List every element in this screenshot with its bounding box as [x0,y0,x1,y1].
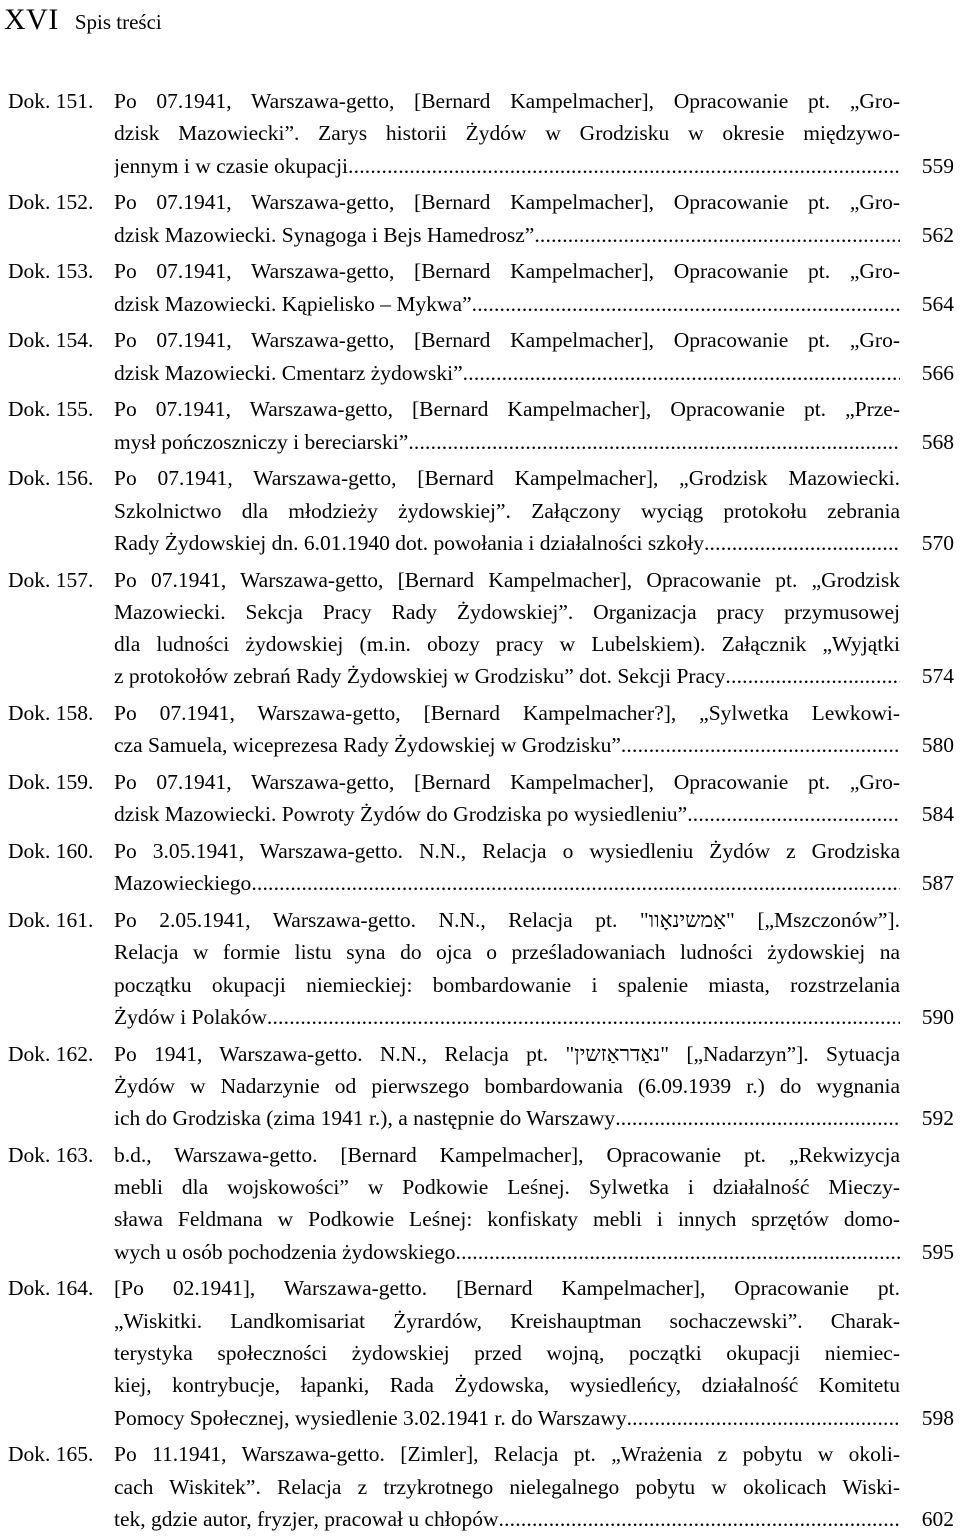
page-header [4,0,162,40]
description-last-line [114,1102,900,1134]
description-line: Po 3.05.1941, Warszawa-getto. N.N., Relacja o wysiedleniu Żydów z Grodziska [114,839,900,864]
description-line: Po 07.1941, Warszawa-getto, [Bernard Kampelmacher], Opracowanie pt. „Grodzisk [114,567,900,592]
page-reference: 598 [921,1405,954,1430]
toc-entry [8,255,954,320]
entry-body [114,1438,954,1535]
description-line: początku okupacji niemieckiej: bombardowanie i spalenie miasta, rozstrzelania [114,972,900,997]
dot-leader [408,426,900,458]
toc-entry [8,1038,954,1135]
page-reference: 564 [921,291,954,316]
entry-body [114,835,954,900]
entry-description [114,697,900,762]
description-last-text: jennym i w czasie okupacji [114,153,349,178]
document-number: Dok. 151. [8,89,94,113]
description-last-text: Żydów i Polaków [114,1004,267,1029]
dot-leader [463,357,900,389]
description-last-text: wych u osób pochodzenia żydowskiego [114,1239,456,1264]
dot-leader [725,660,900,692]
entry-body [114,85,954,182]
entry-description [114,1438,900,1535]
description-line: b.d., Warszawa-getto. [Bernard Kampelmacher], Opracowanie pt. „Rekwizycja [114,1142,900,1167]
entry-body [114,904,954,1033]
dot-leader [615,1102,900,1134]
description-line: Po 07.1941, Warszawa-getto, [Bernard Kampelmacher?], „Sylwetka Lewkowi- [114,701,900,726]
document-number: Dok. 159. [8,770,94,795]
document-number: Dok. 163. [8,1142,94,1167]
description-line: dla ludności żydowskiej (m.in. obozy pracy w Lubelskiem). Załącznik „Wyjątki [114,632,900,657]
description-line: Relacja w formie listu syna do ojca o prześladowaniach ludności żydowskiej na [114,940,900,965]
entry-body [114,1038,954,1135]
toc-entry [8,835,954,900]
entry-description [114,1272,900,1433]
description-last-line [114,660,900,692]
entry-description [114,564,900,693]
dot-leader [627,1402,900,1434]
document-number: Dok. 165. [8,1442,94,1467]
dot-leader [472,288,900,320]
description-line: cach Wiskitek”. Relacja z trzykrotnego nielegalnego pobytu w okolicach Wiski- [114,1474,900,1499]
entry-body [114,393,954,458]
description-line: [Po 02.1941], Warszawa-getto. [Bernard Kampelmacher], Opracowanie pt. [114,1276,900,1301]
description-line: terystyka społeczności żydowskiej przed wojną, początki okupacji niemiec- [114,1341,900,1366]
description-last-line [114,357,900,389]
description-line: Po 11.1941, Warszawa-getto. [Zimler], Relacja pt. „Wrażenia z pobytu w okoli- [114,1442,900,1467]
page-reference: 570 [921,530,954,555]
toc-entry [8,324,954,389]
toc-entry [8,697,954,762]
toc-entry [8,186,954,251]
entry-description [114,462,900,559]
description-line: Mazowiecki. Sekcja Pracy Rady Żydowskiej”. Organizacja pracy przymusowej [114,599,900,624]
page-reference: 566 [921,360,954,385]
description-last-text: z protokołów zebrań Rady Żydowskiej w Grodzisku” dot. Sekcji Pracy [114,664,726,689]
description-line: Po 07.1941, Warszawa-getto, [Bernard Kampelmacher], Opracowanie pt. „Gro- [114,259,900,284]
description-last-line [114,1001,900,1033]
entry-body [114,766,954,831]
description-last-text: tek, gdzie autor, fryzjer, pracował u chłopów [114,1506,499,1531]
description-last-line [114,288,900,320]
entry-description [114,186,900,251]
description-line: sława Feldmana w Podkowie Leśnej: konfiskaty mebli i innych sprzętów domo- [114,1207,900,1232]
entry-body [114,1272,954,1433]
description-line: Po 07.1941, Warszawa-getto, [Bernard Kampelmacher], Opracowanie pt. „Gro- [114,89,900,113]
toc-entry [8,85,954,182]
toc-entry [8,1139,954,1268]
document-number: Dok. 155. [8,397,94,422]
table-of-contents [8,85,954,1540]
entry-body [114,462,954,559]
description-line: Szkolnictwo dla młodzieży żydowskiej”. Załączony wyciąg protokołu zebrania [114,498,900,523]
document-number: Dok. 164. [8,1276,94,1301]
dot-leader [251,867,900,899]
running-title: Spis treści [74,10,162,34]
description-last-text: mysł pończoszniczy i bereciarski” [114,429,409,454]
page-reference: 584 [921,802,954,827]
entry-description [114,324,900,389]
description-last-line [114,729,900,761]
description-last-text: cza Samuela, wiceprezesa Rady Żydowskiej w Grodzisku” [114,733,621,758]
document-number: Dok. 156. [8,466,94,491]
page-reference: 568 [921,429,954,454]
page-reference: 574 [921,664,954,689]
dot-leader [704,527,900,559]
dot-leader [621,729,900,761]
page-reference: 559 [921,153,954,178]
entry-description [114,766,900,831]
document-number: Dok. 162. [8,1041,94,1066]
description-line: dzisk Mazowiecki”. Zarys historii Żydów w Grodzisku w okresie międzywo- [114,121,900,146]
entry-body [114,324,954,389]
entry-body [114,1139,954,1268]
description-line: Po 2.05.1941, Warszawa-getto. N.N., Relacja pt. "אַמשינאָוו" [„Mszczonów”]. [114,908,900,933]
description-last-line [114,798,900,830]
document-number: Dok. 152. [8,190,94,215]
toc-entry [8,462,954,559]
description-last-line [114,219,900,251]
description-line: kiej, kontrybucje, łapanki, Rada Żydowska, wysiedleńcy, działalność Komitetu [114,1373,900,1398]
toc-entry [8,766,954,831]
description-last-line [114,150,900,182]
description-last-line [114,1236,900,1268]
page-reference: 602 [921,1506,954,1531]
document-number: Dok. 157. [8,567,94,592]
description-line: Po 07.1941, Warszawa-getto, [Bernard Kampelmacher], Opracowanie pt. „Prze- [114,397,900,422]
dot-leader [534,219,900,251]
dot-leader [267,1001,900,1033]
page-reference: 590 [921,1004,954,1029]
dot-leader [687,798,900,830]
entry-description [114,85,900,182]
page-reference: 595 [921,1239,954,1264]
description-last-text: dzisk Mazowiecki. Synagoga i Bejs Hamedrosz” [114,222,535,247]
description-last-line [114,1503,900,1535]
page-reference: 562 [921,222,954,247]
description-last-line [114,1402,900,1434]
entry-body [114,186,954,251]
description-last-text: Mazowieckiego [114,871,252,896]
description-last-text: dzisk Mazowiecki. Powroty Żydów do Grodziska po wysiedleniu” [114,802,688,827]
description-last-text: dzisk Mazowiecki. Kąpielisko – Mykwa” [114,291,472,316]
entry-description [114,904,900,1033]
description-last-line [114,867,900,899]
entry-body [114,697,954,762]
description-line: Po 1941, Warszawa-getto. N.N., Relacja pt. "נאַדראַזשין" [„Nadarzyn”]. Sytuacja [114,1041,900,1066]
page-reference: 587 [921,871,954,896]
description-line: Po 07.1941, Warszawa-getto, [Bernard Kampelmacher], Opracowanie pt. „Gro- [114,770,900,795]
description-last-text: ich do Grodziska (zima 1941 r.), a następnie do Warszawy [114,1106,616,1131]
document-number: Dok. 158. [8,701,94,726]
description-line: Po 07.1941, Warszawa-getto, [Bernard Kampelmacher], „Grodzisk Mazowiecki. [114,466,900,491]
description-last-line [114,426,900,458]
entry-description [114,835,900,900]
description-last-text: Pomocy Społecznej, wysiedlenie 3.02.1941 r. do Warszawy [114,1405,627,1430]
page-reference: 592 [921,1106,954,1131]
dot-leader [348,150,900,182]
description-last-text: dzisk Mazowiecki. Cmentarz żydowski” [114,360,463,385]
entry-description [114,1038,900,1135]
description-last-line [114,527,900,559]
description-line: Po 07.1941, Warszawa-getto, [Bernard Kampelmacher], Opracowanie pt. „Gro- [114,328,900,353]
toc-entry [8,393,954,458]
description-line: „Wiskitki. Landkomisariat Żyrardów, Kreishauptman sochaczewski”. Charak- [114,1308,900,1333]
document-number: Dok. 160. [8,839,94,864]
toc-entry [8,904,954,1033]
toc-entry [8,1272,954,1433]
toc-entry [8,564,954,693]
document-number: Dok. 154. [8,328,94,353]
toc-entry [8,1438,954,1535]
dot-leader [456,1236,900,1268]
entry-body [114,255,954,320]
entry-description [114,393,900,458]
description-line: Żydów w Nadarzynie od pierwszego bombardowania (6.09.1939 r.) do wygnania [114,1073,900,1098]
entry-body [114,564,954,693]
document-number: Dok. 161. [8,908,94,933]
entry-description [114,1139,900,1268]
description-line: mebli dla wojskowości” w Podkowie Leśnej. Sylwetka i działalność Mieczy- [114,1175,900,1200]
document-number: Dok. 153. [8,259,94,284]
entry-description [114,255,900,320]
dot-leader [499,1503,900,1535]
description-line: Po 07.1941, Warszawa-getto, [Bernard Kampelmacher], Opracowanie pt. „Gro- [114,190,900,215]
page-number: XVI [4,3,59,36]
description-last-text: Rady Żydowskiej dn. 6.01.1940 dot. powołania i działalności szkoły [114,530,704,555]
page-reference: 580 [921,733,954,758]
